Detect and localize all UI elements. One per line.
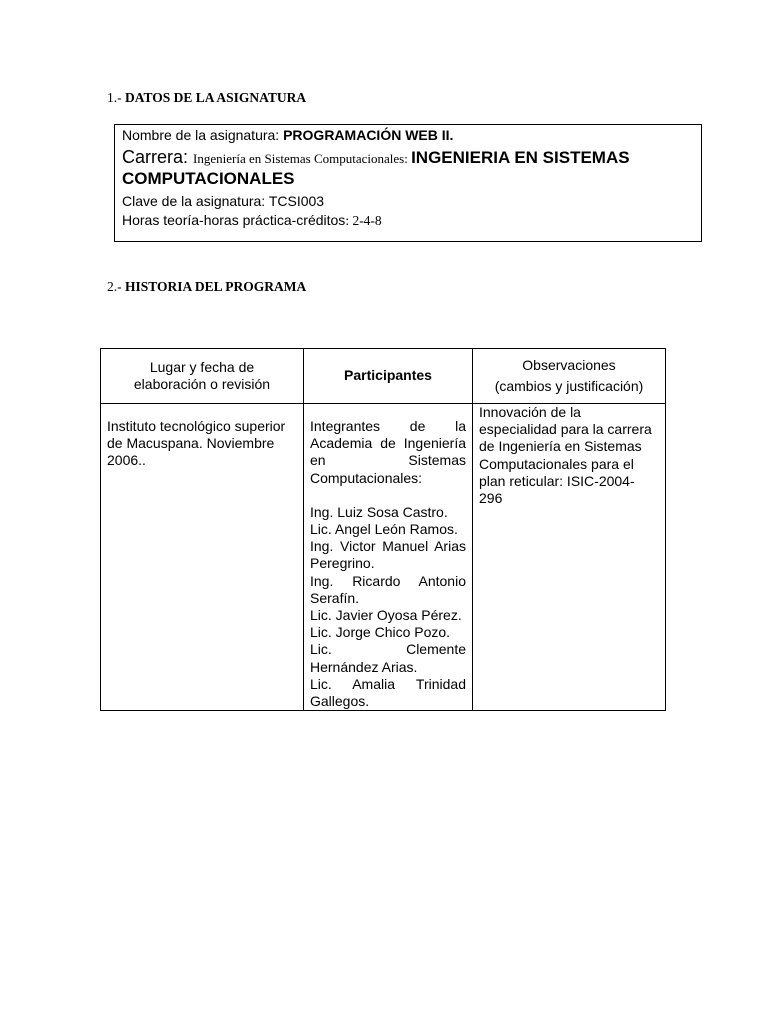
hours-line <box>122 211 693 230</box>
header-lugar-line2: elaboración o revisión <box>133 376 271 392</box>
section-1-title: DATOS DE LA ASIGNATURA <box>125 90 307 105</box>
hours-value: : 2-4-8 <box>345 213 382 228</box>
course-code-line <box>122 192 693 211</box>
participant-item: Ing. Ricardo Antonio Serafín. <box>310 572 466 606</box>
course-code-value: TCSI003 <box>268 193 325 209</box>
participant-item: Ing. Victor Manuel Arias Peregrino. <box>310 538 466 572</box>
observaciones-text: Innovación de la especialidad para la carrera de Ingeniería en Sistemas Computacionales para el plan reticular: ISIC-2004-296 <box>479 404 652 507</box>
career-line <box>122 147 693 189</box>
participant-item: Lic. Clemente Hernández Arias. <box>310 641 466 675</box>
header-lugar <box>101 349 304 404</box>
career-name-value: INGENIERIA EN SISTEMAS COMPUTACIONALES <box>122 148 630 188</box>
course-name-label: Nombre de la asignatura: <box>122 127 284 143</box>
cell-lugar <box>101 404 304 711</box>
course-name-value: PROGRAMACIÓN WEB II. <box>283 127 454 143</box>
participants-list <box>304 404 472 710</box>
career-label: Carrera: <box>122 147 194 167</box>
header-participantes: Participantes <box>304 349 473 404</box>
participant-item: Lic. Angel León Ramos. <box>310 521 458 538</box>
section-2-number: 2.- <box>107 279 125 294</box>
course-name-line <box>122 126 693 145</box>
header-lugar-line1: Lugar y fecha de <box>149 358 255 375</box>
section-1-number: 1.- <box>107 90 125 105</box>
history-table <box>100 348 666 711</box>
section-1-heading <box>107 90 306 106</box>
course-code-label: Clave de la asignatura: <box>122 193 269 209</box>
header-observaciones <box>473 349 666 404</box>
career-small-text: Ingeniería en Sistemas Computacionales: <box>193 151 412 166</box>
header-observaciones-line2: (cambios y justificación) <box>494 378 644 394</box>
course-info-box <box>114 124 702 242</box>
section-2-title: HISTORIA DEL PROGRAMA <box>125 279 307 294</box>
participants-intro: Integrantes de la Academia de Ingeniería en Sistemas Computacionales: <box>310 418 466 486</box>
table-header-row <box>101 349 666 404</box>
hours-label: Horas teoría-horas práctica-créditos <box>122 212 346 228</box>
cell-participantes <box>304 404 473 711</box>
participant-item: Ing. Luiz Sosa Castro. <box>310 503 448 520</box>
cell-observaciones <box>473 404 666 711</box>
header-observaciones-line1: Observaciones <box>522 356 616 373</box>
participant-item: Lic. Amalia Trinidad Gallegos. <box>310 675 466 710</box>
table-row <box>101 404 666 711</box>
participant-item: Lic. Javier Oyosa Pérez. <box>310 607 462 624</box>
section-2-heading <box>107 279 306 295</box>
participant-item: Lic. Jorge Chico Pozo. <box>310 624 451 641</box>
lugar-text: Instituto tecnológico superior de Macuspana. Noviembre 2006.. <box>107 418 286 469</box>
